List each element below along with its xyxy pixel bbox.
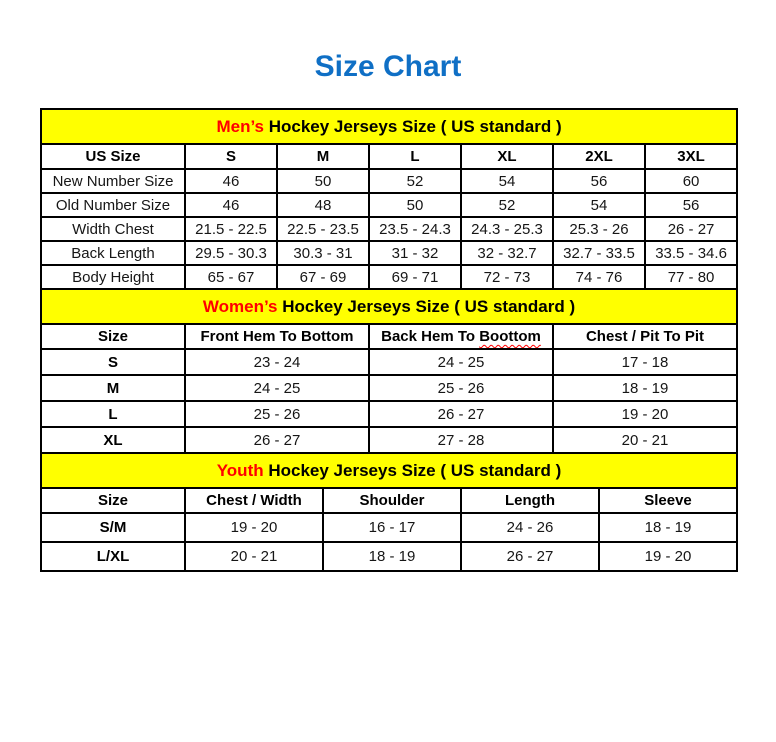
value-cell: 18 - 19	[599, 513, 737, 542]
band-text: Hockey Jerseys Size ( US standard )	[264, 116, 562, 136]
value-cell: 46	[185, 169, 277, 193]
column-header-cell: Size	[41, 324, 185, 349]
column-header-cell: 2XL	[553, 144, 645, 169]
value-cell: 32.7 - 33.5	[553, 241, 645, 265]
value-cell: 27 - 28	[369, 427, 553, 453]
row-label-cell: L	[41, 401, 185, 427]
table-row	[41, 217, 737, 241]
band-text: Hockey Jerseys Size ( US standard )	[263, 460, 562, 480]
value-cell: 60	[645, 169, 737, 193]
value-cell: 24 - 25	[185, 375, 369, 401]
row-label-cell: Body Height	[41, 265, 185, 289]
value-cell: 56	[645, 193, 737, 217]
value-cell: 33.5 - 34.6	[645, 241, 737, 265]
value-cell: 77 - 80	[645, 265, 737, 289]
row-label-cell: New Number Size	[41, 169, 185, 193]
value-cell: 20 - 21	[553, 427, 737, 453]
value-cell: 30.3 - 31	[277, 241, 369, 265]
value-cell: 31 - 32	[369, 241, 461, 265]
youth-section-band	[41, 453, 737, 488]
value-cell: 25.3 - 26	[553, 217, 645, 241]
value-cell: 56	[553, 169, 645, 193]
column-header-cell: M	[277, 144, 369, 169]
column-header-cell: Sleeve	[599, 488, 737, 513]
column-header-cell: S	[185, 144, 277, 169]
value-cell: 25 - 26	[185, 401, 369, 427]
table-row	[41, 241, 737, 265]
value-cell: 17 - 18	[553, 349, 737, 375]
value-cell: 24.3 - 25.3	[461, 217, 553, 241]
column-header-cell: Length	[461, 488, 599, 513]
value-cell: 26 - 27	[461, 542, 599, 571]
value-cell: 18 - 19	[553, 375, 737, 401]
youth-size-table	[40, 452, 738, 572]
table-row	[41, 265, 737, 289]
value-cell: 52	[461, 193, 553, 217]
value-cell: 19 - 20	[553, 401, 737, 427]
value-cell: 26 - 27	[185, 427, 369, 453]
value-cell: 69 - 71	[369, 265, 461, 289]
mens-section-band	[41, 109, 737, 144]
value-cell: 65 - 67	[185, 265, 277, 289]
value-cell: 18 - 19	[323, 542, 461, 571]
value-cell: 32 - 32.7	[461, 241, 553, 265]
value-cell: 23.5 - 24.3	[369, 217, 461, 241]
value-cell: 25 - 26	[369, 375, 553, 401]
column-header-cell: 3XL	[645, 144, 737, 169]
value-cell: 22.5 - 23.5	[277, 217, 369, 241]
column-header-cell: L	[369, 144, 461, 169]
value-cell: 24 - 26	[461, 513, 599, 542]
value-cell: 29.5 - 30.3	[185, 241, 277, 265]
womens-section-band	[41, 289, 737, 324]
table-row	[41, 542, 737, 571]
value-cell: 72 - 73	[461, 265, 553, 289]
value-cell: 67 - 69	[277, 265, 369, 289]
table-row	[41, 193, 737, 217]
value-cell: 54	[553, 193, 645, 217]
row-label-cell: Old Number Size	[41, 193, 185, 217]
misspelled-word: Boottom	[479, 328, 541, 345]
row-label-cell: M	[41, 375, 185, 401]
row-label-cell: Back Length	[41, 241, 185, 265]
table-row	[41, 427, 737, 453]
value-cell: 54	[461, 169, 553, 193]
table-row	[41, 169, 737, 193]
band-highlight: Men’s	[216, 116, 264, 136]
column-header-cell: Chest / Pit To Pit	[553, 324, 737, 349]
header-text: Back Hem To	[381, 328, 480, 345]
mens-size-table	[40, 108, 738, 290]
table-row	[41, 375, 737, 401]
size-chart-page	[0, 50, 776, 572]
band-text: Hockey Jerseys Size ( US standard )	[277, 296, 576, 316]
value-cell: 20 - 21	[185, 542, 323, 571]
table-row	[41, 513, 737, 542]
size-tables	[40, 108, 736, 572]
value-cell: 19 - 20	[185, 513, 323, 542]
table-row	[41, 349, 737, 375]
value-cell: 52	[369, 169, 461, 193]
column-header-cell: XL	[461, 144, 553, 169]
value-cell: 21.5 - 22.5	[185, 217, 277, 241]
band-highlight: Women’s	[202, 296, 278, 316]
value-cell: 50	[369, 193, 461, 217]
row-label-cell: Width Chest	[41, 217, 185, 241]
row-label-cell: S/M	[41, 513, 185, 542]
table-row	[41, 401, 737, 427]
page-title: Size Chart	[314, 50, 462, 83]
value-cell: 26 - 27	[369, 401, 553, 427]
value-cell: 16 - 17	[323, 513, 461, 542]
value-cell: 24 - 25	[369, 349, 553, 375]
row-label-cell: L/XL	[41, 542, 185, 571]
value-cell: 48	[277, 193, 369, 217]
column-header-cell	[369, 324, 553, 349]
row-label-cell: XL	[41, 427, 185, 453]
value-cell: 26 - 27	[645, 217, 737, 241]
column-header-cell: Size	[41, 488, 185, 513]
womens-size-table	[40, 288, 738, 454]
value-cell: 23 - 24	[185, 349, 369, 375]
value-cell: 19 - 20	[599, 542, 737, 571]
band-highlight: Youth	[216, 460, 264, 480]
value-cell: 50	[277, 169, 369, 193]
column-header-cell: Shoulder	[323, 488, 461, 513]
column-header-cell: Front Hem To Bottom	[185, 324, 369, 349]
value-cell: 46	[185, 193, 277, 217]
column-header-cell: Chest / Width	[185, 488, 323, 513]
column-header-cell: US Size	[41, 144, 185, 169]
value-cell: 74 - 76	[553, 265, 645, 289]
row-label-cell: S	[41, 349, 185, 375]
